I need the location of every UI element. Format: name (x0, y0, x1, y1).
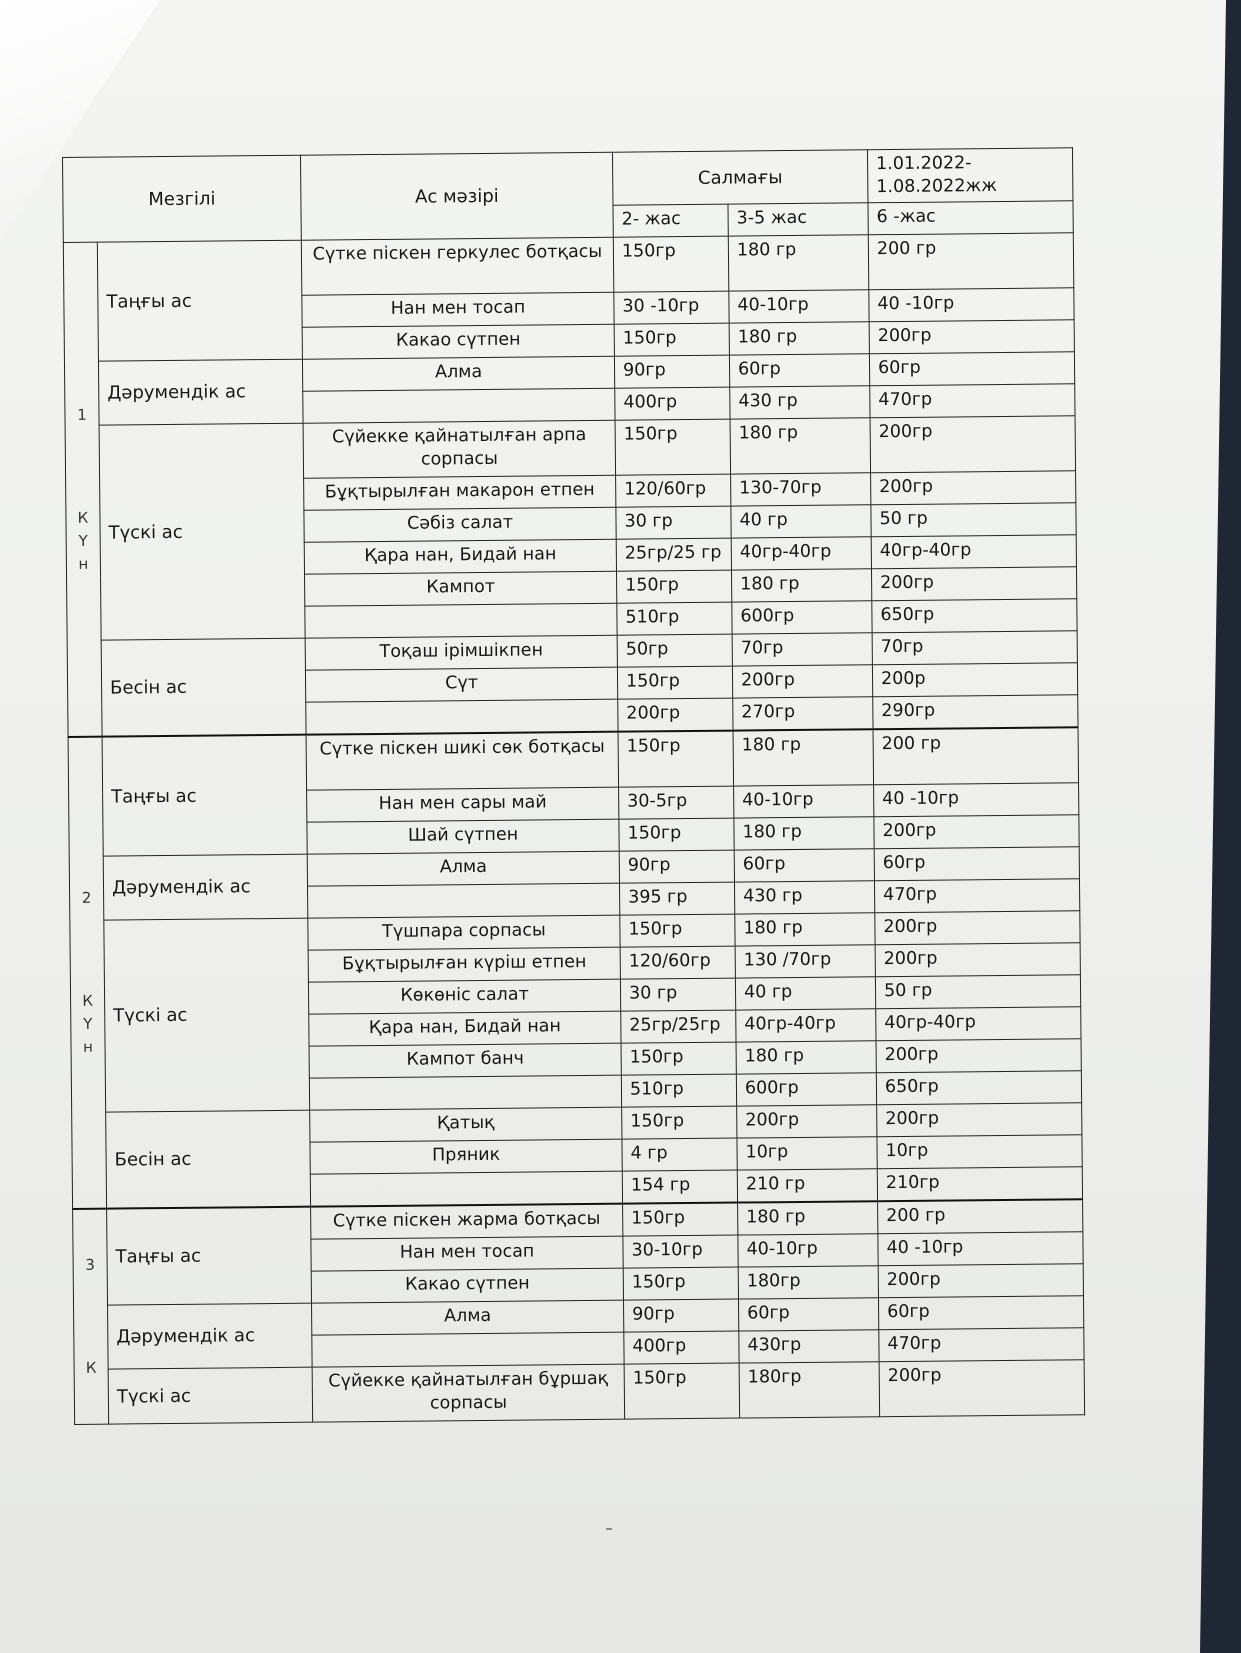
weight-w6: 470гр (879, 1328, 1084, 1362)
dish-name: Сүтке піскен геркулес ботқасы (301, 237, 614, 295)
weight-w2: 120/60гр (620, 946, 735, 979)
dish-name: Бұқтырылған макарон етпен (304, 475, 616, 510)
dish-name: Бұқтырылған күріш етпен (308, 947, 620, 982)
weight-w2: 395 гр (620, 882, 735, 915)
header-menu: Ас мәзірі (301, 152, 614, 240)
dish-name (303, 388, 615, 423)
weight-w35: 40-10гр (734, 785, 874, 818)
weight-w35: 180гр (739, 1362, 880, 1418)
weight-w6: 50 гр (871, 503, 1076, 537)
dish-name: Түшпара сорпасы (308, 915, 620, 950)
weight-w6: 200 гр (878, 1199, 1083, 1233)
weight-w6: 200гр (871, 471, 1076, 505)
weight-w6: 200гр (879, 1360, 1085, 1417)
weight-w2: 30-5гр (619, 786, 734, 819)
weight-w6: 650гр (876, 1071, 1081, 1105)
weight-w35: 180 гр (730, 418, 871, 474)
meal-period: Түскі ас (99, 423, 305, 640)
weight-w6: 60гр (874, 847, 1079, 881)
weight-w35: 180 гр (728, 235, 869, 291)
day-label (73, 1209, 109, 1425)
weight-w2: 4 гр (622, 1138, 737, 1171)
weight-w6: 40 -10гр (878, 1232, 1083, 1266)
weight-w2: 200гр (618, 698, 733, 732)
weight-w35: 180 гр (732, 569, 872, 602)
weight-w2: 30 гр (616, 506, 731, 539)
weight-w2: 400гр (624, 1331, 739, 1364)
day-label (68, 737, 107, 1209)
dish-name: Тоқаш ірімшікпен (305, 635, 617, 670)
weight-w6: 70гр (872, 631, 1077, 665)
header-age-3-5: 3-5 жас (728, 203, 868, 236)
dish-name: Қара нан, Бидай нан (309, 1011, 621, 1046)
weight-w35: 430 гр (735, 881, 875, 914)
menu-table (62, 147, 1085, 1425)
meal-period: Дәрумендік ас (98, 359, 303, 425)
menu-body (63, 233, 1084, 1425)
weight-w35: 200гр (732, 665, 872, 698)
weight-w6: 40 -10гр (874, 783, 1079, 817)
weight-w6: 200р (872, 663, 1077, 697)
weight-w2: 90гр (619, 850, 734, 883)
weight-w2: 150гр (621, 1042, 736, 1075)
weight-w6: 290гр (873, 695, 1078, 729)
weight-w35: 600гр (736, 1073, 876, 1106)
header-age-2: 2- жас (613, 204, 728, 237)
dish-name: Сәбіз салат (304, 507, 616, 542)
day-number: 1 (77, 405, 87, 424)
weight-w2: 30 -10гр (614, 291, 729, 324)
dish-name (305, 603, 617, 638)
weight-w2: 150гр (623, 1203, 738, 1237)
dish-name (310, 1171, 622, 1206)
weight-w35: 180 гр (729, 322, 869, 355)
weight-w6: 10гр (877, 1135, 1082, 1169)
weight-w2: 150гр (620, 914, 735, 947)
day-number: 3 (85, 1255, 95, 1274)
header-weight: Салмағы (612, 150, 867, 205)
weight-w2: 150гр (617, 666, 732, 699)
weight-w35: 40-10гр (738, 1234, 878, 1267)
weight-w6: 200гр (870, 416, 1076, 473)
meal-period: Түскі ас (104, 918, 310, 1112)
weight-w35: 40гр-40гр (736, 1009, 876, 1042)
dish-name: Алма (312, 1300, 624, 1335)
weight-w6: 200гр (875, 943, 1080, 977)
dish-name: Сүт (305, 667, 617, 702)
weight-w2: 150гр (622, 1106, 737, 1139)
weight-w35: 40 гр (735, 977, 875, 1010)
dish-name: Какао сүтпен (302, 324, 614, 359)
weight-w35: 430гр (739, 1330, 879, 1363)
weight-w6: 60гр (879, 1296, 1084, 1330)
meal-period: Бесін ас (101, 638, 306, 736)
menu-row (63, 233, 1073, 298)
dish-name: Пряник (310, 1139, 622, 1174)
weight-w2: 510гр (621, 1074, 736, 1107)
dish-name: Сүйекке қайнатылған арпа сорпасы (303, 420, 616, 478)
meal-period: Таңғы ас (102, 735, 307, 856)
menu-row (65, 416, 1075, 481)
dish-name: Какао сүтпен (311, 1268, 623, 1303)
weight-w35: 60гр (734, 849, 874, 882)
weight-w35: 180 гр (736, 1041, 876, 1074)
weight-w35: 200гр (737, 1105, 877, 1138)
weight-w6: 40 -10гр (869, 288, 1074, 322)
day-side-letters: К Ү н (82, 991, 94, 1056)
paper-mark (606, 1528, 612, 1530)
dish-name: Нан мен тосап (311, 1236, 623, 1271)
dish-name: Сүтке піскен шикі сөк ботқасы (306, 732, 619, 790)
weight-w6: 40гр-40гр (876, 1007, 1081, 1041)
weight-w6: 470гр (875, 879, 1080, 913)
weight-w2: 30-10гр (623, 1235, 738, 1268)
dish-name: Көкөніс салат (308, 979, 620, 1014)
weight-w2: 400гр (615, 387, 730, 420)
weight-w35: 180 гр (735, 913, 875, 946)
day-side-letters: К (85, 1358, 97, 1377)
weight-w2: 30 гр (620, 978, 735, 1011)
weight-w2: 90гр (614, 355, 729, 388)
weight-w6: 200гр (876, 1039, 1081, 1073)
weight-w35: 130 /70гр (735, 945, 875, 978)
menu-row (68, 727, 1079, 792)
weight-w35: 10гр (737, 1137, 877, 1170)
weight-w35: 70гр (732, 633, 872, 666)
dish-name (312, 1332, 624, 1367)
header-age-6: 6 -жас (868, 201, 1073, 235)
dish-name (309, 1075, 621, 1110)
weight-w2: 510гр (617, 602, 732, 635)
weight-w35: 60гр (729, 354, 869, 387)
meal-period: Бесін ас (106, 1110, 311, 1208)
weight-w6: 200гр (874, 815, 1079, 849)
dish-name: Қара нан, Бидай нан (304, 539, 616, 574)
menu-row (74, 1360, 1084, 1425)
weight-w2: 150гр (614, 323, 729, 356)
weight-w35: 180гр (738, 1266, 878, 1299)
weight-w35: 180 гр (738, 1201, 878, 1235)
weight-w35: 180 гр (733, 729, 874, 786)
day-label (63, 242, 102, 737)
weight-w6: 470гр (870, 384, 1075, 418)
weight-w6: 50 гр (875, 975, 1080, 1009)
weight-w6: 200гр (877, 1103, 1082, 1137)
weight-w2: 120/60гр (616, 474, 731, 507)
meal-period: Таңғы ас (97, 240, 302, 361)
weight-w6: 200гр (869, 320, 1074, 354)
weight-w35: 430 гр (730, 386, 870, 419)
dish-name: Қатық (310, 1107, 622, 1142)
weight-w35: 40-10гр (729, 290, 869, 323)
weight-w2: 150гр (619, 818, 734, 851)
weight-w6: 200гр (875, 911, 1080, 945)
dish-name: Кампот банч (309, 1043, 621, 1078)
weight-w35: 210 гр (737, 1169, 877, 1203)
weight-w35: 40гр-40гр (731, 537, 871, 570)
weight-w35: 40 гр (731, 505, 871, 538)
weight-w2: 25гр/25гр (621, 1010, 736, 1043)
meal-period: Таңғы ас (107, 1207, 312, 1305)
weight-w6: 60гр (869, 352, 1074, 386)
weight-w2: 50гр (617, 634, 732, 667)
weight-w2: 150гр (618, 731, 734, 788)
dish-name (308, 883, 620, 918)
meal-period: Дәрумендік ас (103, 854, 308, 920)
dish-name: Алма (307, 851, 619, 886)
dish-name: Сүтке піскен жарма ботқасы (311, 1204, 623, 1239)
weight-w2: 150гр (617, 570, 732, 603)
weight-w2: 150гр (615, 419, 731, 475)
dish-name: Нан мен тосап (302, 292, 614, 327)
dish-name: Нан мен сары май (307, 787, 619, 822)
dish-name: Шай сүтпен (307, 819, 619, 854)
dish-name: Кампот (305, 571, 617, 606)
weight-w2: 90гр (624, 1299, 739, 1332)
weight-w35: 270гр (733, 697, 873, 731)
dish-name (306, 699, 618, 734)
dish-name: Сүйекке қайнатылған бұршақ сорпасы (312, 1364, 625, 1422)
meal-period: Дәрумендік ас (108, 1303, 313, 1369)
header-row (63, 148, 1073, 211)
day-side-letters: К Ү н (77, 508, 89, 573)
menu-table-wrapper (62, 147, 1084, 1425)
weight-w6: 650гр (872, 599, 1077, 633)
weight-w6: 200гр (878, 1264, 1083, 1298)
meal-period: Түскі ас (108, 1367, 313, 1424)
weight-w35: 600гр (732, 601, 872, 634)
weight-w2: 25гр/25 гр (616, 538, 731, 571)
day-number: 2 (81, 888, 92, 907)
dish-name: Алма (302, 356, 614, 391)
header-period: Мезгілі (63, 155, 302, 242)
header-date-range: 1.01.2022-1.08.2022жж (867, 148, 1072, 203)
weight-w2: 150гр (624, 1363, 740, 1419)
weight-w2: 154 гр (622, 1170, 737, 1204)
weight-w2: 150гр (613, 236, 729, 292)
weight-w35: 180 гр (734, 817, 874, 850)
weight-w2: 150гр (623, 1267, 738, 1300)
weight-w6: 210гр (877, 1167, 1082, 1201)
weight-w35: 130-70гр (731, 473, 871, 506)
weight-w6: 200 гр (873, 727, 1079, 784)
weight-w6: 40гр-40гр (871, 535, 1076, 569)
weight-w6: 200 гр (868, 233, 1074, 290)
weight-w35: 60гр (739, 1298, 879, 1331)
weight-w6: 200гр (872, 567, 1077, 601)
